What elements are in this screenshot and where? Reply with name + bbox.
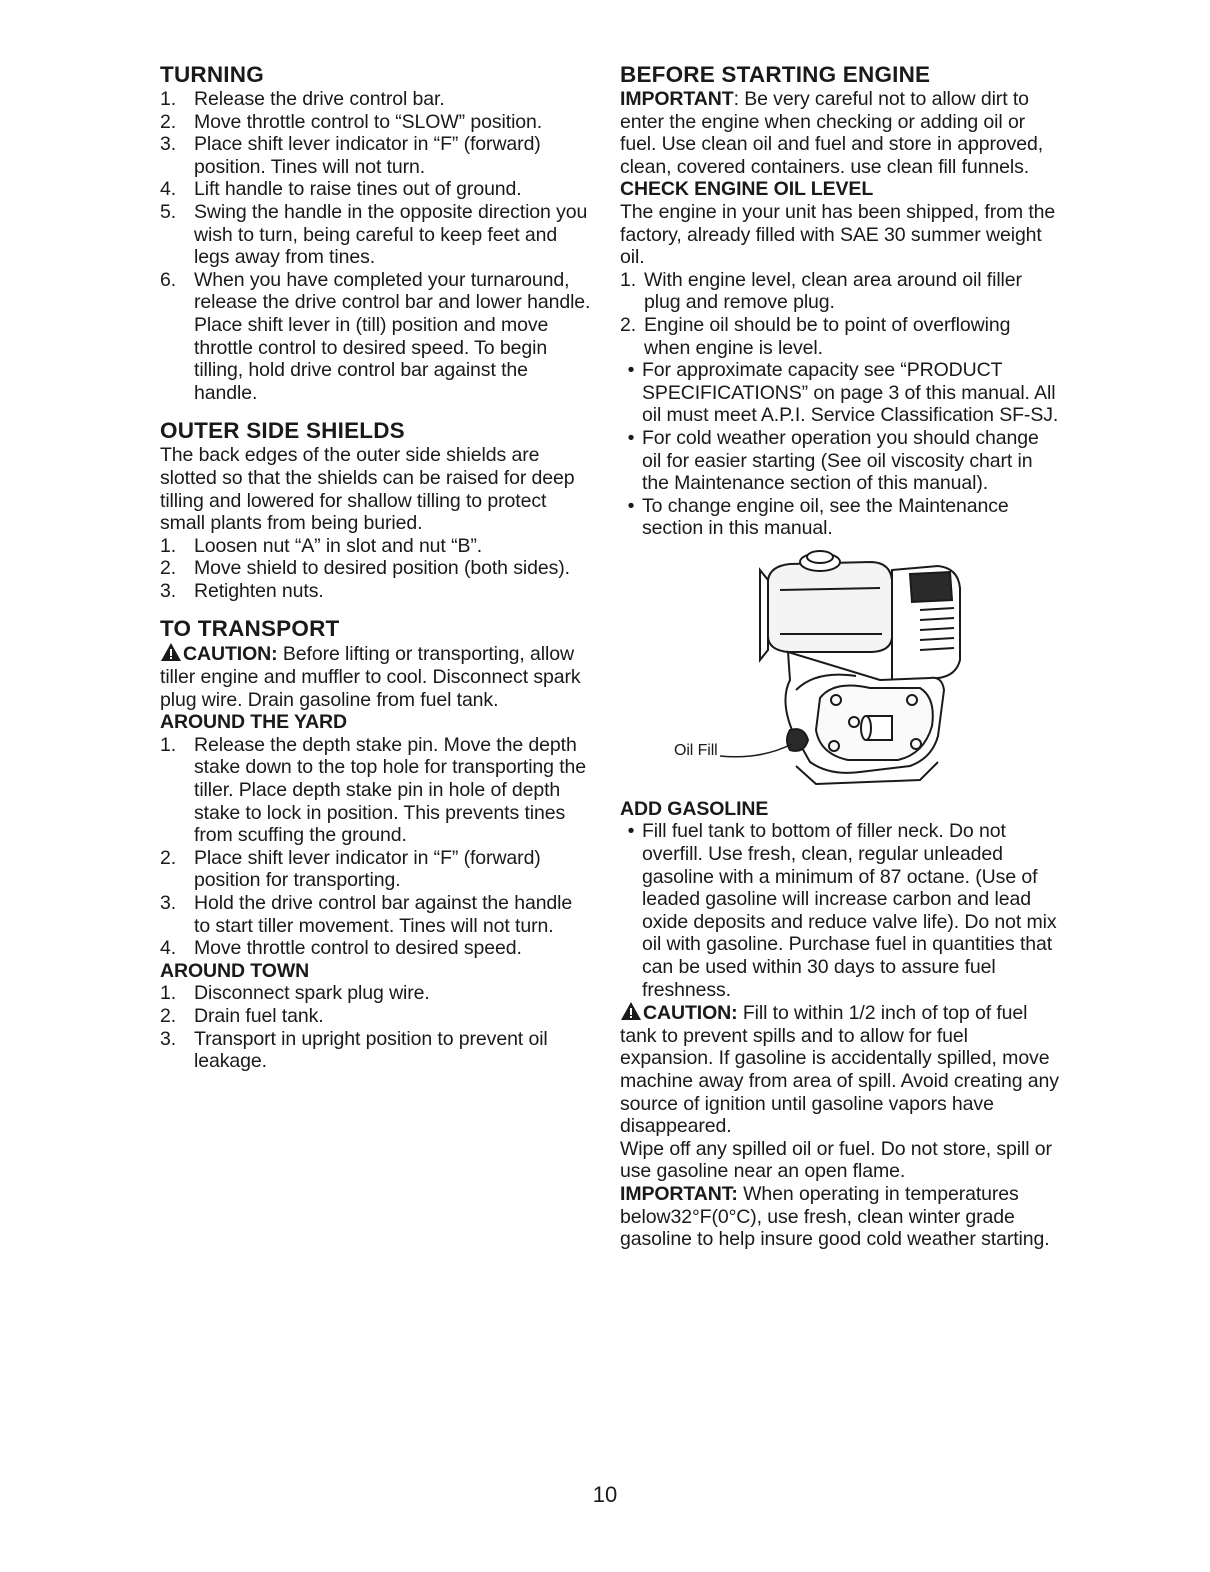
- gasoline-important: IMPORTANT: When operating in temperatures below32°F(0°C), use fresh, clean winter grade gasoline to help insure good cold weather starting.: [620, 1182, 1050, 1251]
- bullet-icon: •: [627, 494, 635, 517]
- list-item: • For approximate capacity see “PRODUCT SPECIFICATIONS” on page 3 of this manual. All oil must meet A.P.I. Service Classification SF-SJ.: [620, 359, 1060, 427]
- bullet-icon: •: [627, 426, 635, 449]
- around-town-steps: [160, 982, 592, 1072]
- list-item: 4. Lift handle to raise tines out of ground.: [160, 178, 522, 201]
- list-item: 2. Engine oil should be to point of overflowing when engine is level.: [620, 313, 1011, 359]
- list-item: 1. Release the depth stake pin. Move the depth stake down to the top hole for transporting the tiller. Place depth stake pin in hole of depth stake to lock in position. This prevents tines from scuffing the ground.: [160, 733, 587, 847]
- check-oil-steps: [620, 269, 1060, 359]
- around-yard-steps: [160, 734, 592, 960]
- warning-triangle-icon: [160, 642, 182, 662]
- warning-triangle-icon: [620, 1001, 642, 1021]
- outer-shields-intro: The back edges of the outer side shields are slotted so that the shields can be raised for deep tilling and lowered for shallow tilling to protect small plants from being buried.: [160, 444, 575, 535]
- list-item: • To change engine oil, see the Maintenance section in this manual.: [620, 495, 1060, 540]
- oil-fill-label: Oil Fill: [674, 741, 718, 759]
- left-column: [160, 62, 592, 1073]
- gasoline-wipe: Wipe off any spilled oil or fuel. Do not store, spill or use gasoline near an open flame.: [620, 1137, 1052, 1183]
- list-item: • For cold weather operation you should change oil for easier starting (See oil viscosity chart in the Maintenance section of this manual).: [620, 427, 1060, 495]
- bullet-icon: •: [627, 359, 635, 382]
- list-item: 2. Drain fuel tank.: [160, 1004, 324, 1027]
- before-start-important: IMPORTANT: Be very careful not to allow dirt to enter the engine when checking or adding oil or fuel. Use clean oil and fuel and store in approved, clean, covered containers. use clean fill funnels.: [620, 88, 1044, 178]
- transport-caution: CAUTION: Before lifting or transporting, allow tiller engine and muffler to cool. Disconnect spark plug wire. Drain gasoline from fuel tank.: [160, 643, 581, 711]
- right-column: [620, 62, 1060, 1251]
- list-item: 3. Transport in upright position to prevent oil leakage.: [160, 1027, 548, 1073]
- around-yard-heading: AROUND THE YARD: [160, 711, 348, 734]
- add-gasoline-heading: ADD GASOLINE: [620, 797, 769, 820]
- bullet-icon: •: [627, 820, 635, 843]
- list-item: 3. Retighten nuts.: [160, 579, 324, 602]
- outer-shields-heading: OUTER SIDE SHIELDS: [160, 418, 405, 444]
- list-item: 6. When you have completed your turnaround, release the drive control bar and lower handle. Place shift lever in (till) position and move throttle control to desired speed. To begin tilling, hold drive control bar against the handle.: [160, 268, 591, 404]
- turning-steps: [160, 88, 592, 404]
- list-item: 1. Loosen nut “A” in slot and nut “B”.: [160, 534, 483, 557]
- turning-heading: TURNING: [160, 62, 264, 87]
- check-oil-intro: The engine in your unit has been shipped, from the factory, already filled with SAE 30 summer weight oil.: [620, 200, 1056, 269]
- list-item: 1. Disconnect spark plug wire.: [160, 982, 430, 1005]
- check-oil-heading: CHECK ENGINE OIL LEVEL: [620, 178, 874, 201]
- outer-shields-steps: [160, 535, 592, 603]
- list-item: 3. Hold the drive control bar against the handle to start tiller movement. Tines will not turn.: [160, 892, 573, 937]
- list-item: 3. Place shift lever indicator in “F” (forward) position. Tines will not turn.: [160, 133, 541, 178]
- list-item: 2. Place shift lever indicator in “F” (forward) position for transporting.: [160, 846, 541, 892]
- list-item: • Fill fuel tank to bottom of filler neck. Do not overfill. Use fresh, clean, regular unleaded gasoline with a minimum of 87 octane. (Use of leaded gasoline will increase carbon and lead oxide deposits and reduce valve life). Do not mix oil with gasoline. Purchase fuel in quantities that can be used within 30 days to assure fuel freshness.: [620, 820, 1060, 1001]
- list-item: 4. Move throttle control to desired speed.: [160, 937, 522, 960]
- engine-figure: [620, 540, 1060, 798]
- list-item: 1. With engine level, clean area around oil filler plug and remove plug.: [620, 268, 1022, 314]
- check-oil-bullets: [620, 359, 1060, 540]
- list-item: 1. Release the drive control bar.: [160, 88, 445, 110]
- gasoline-caution: CAUTION: Fill to within 1/2 inch of top of fuel tank to prevent spills and to allow for fuel expansion. If gasoline is accidentally spilled, move machine away from area of spill. Avoid creating any source of ignition until gasoline vapors have disappeared.: [620, 1002, 1059, 1138]
- before-start-heading: BEFORE STARTING ENGINE: [620, 62, 931, 87]
- transport-heading: TO TRANSPORT: [160, 616, 340, 642]
- add-gasoline-bullets: [620, 820, 1060, 1001]
- around-town-heading: AROUND TOWN: [160, 959, 310, 982]
- list-item: 2. Move shield to desired position (both sides).: [160, 557, 570, 580]
- page-number: 10: [592, 1482, 618, 1507]
- list-item: 2. Move throttle control to “SLOW” position.: [160, 110, 543, 133]
- list-item: 5. Swing the handle in the opposite direction you wish to turn, being careful to keep feet and legs away from tines.: [160, 200, 588, 269]
